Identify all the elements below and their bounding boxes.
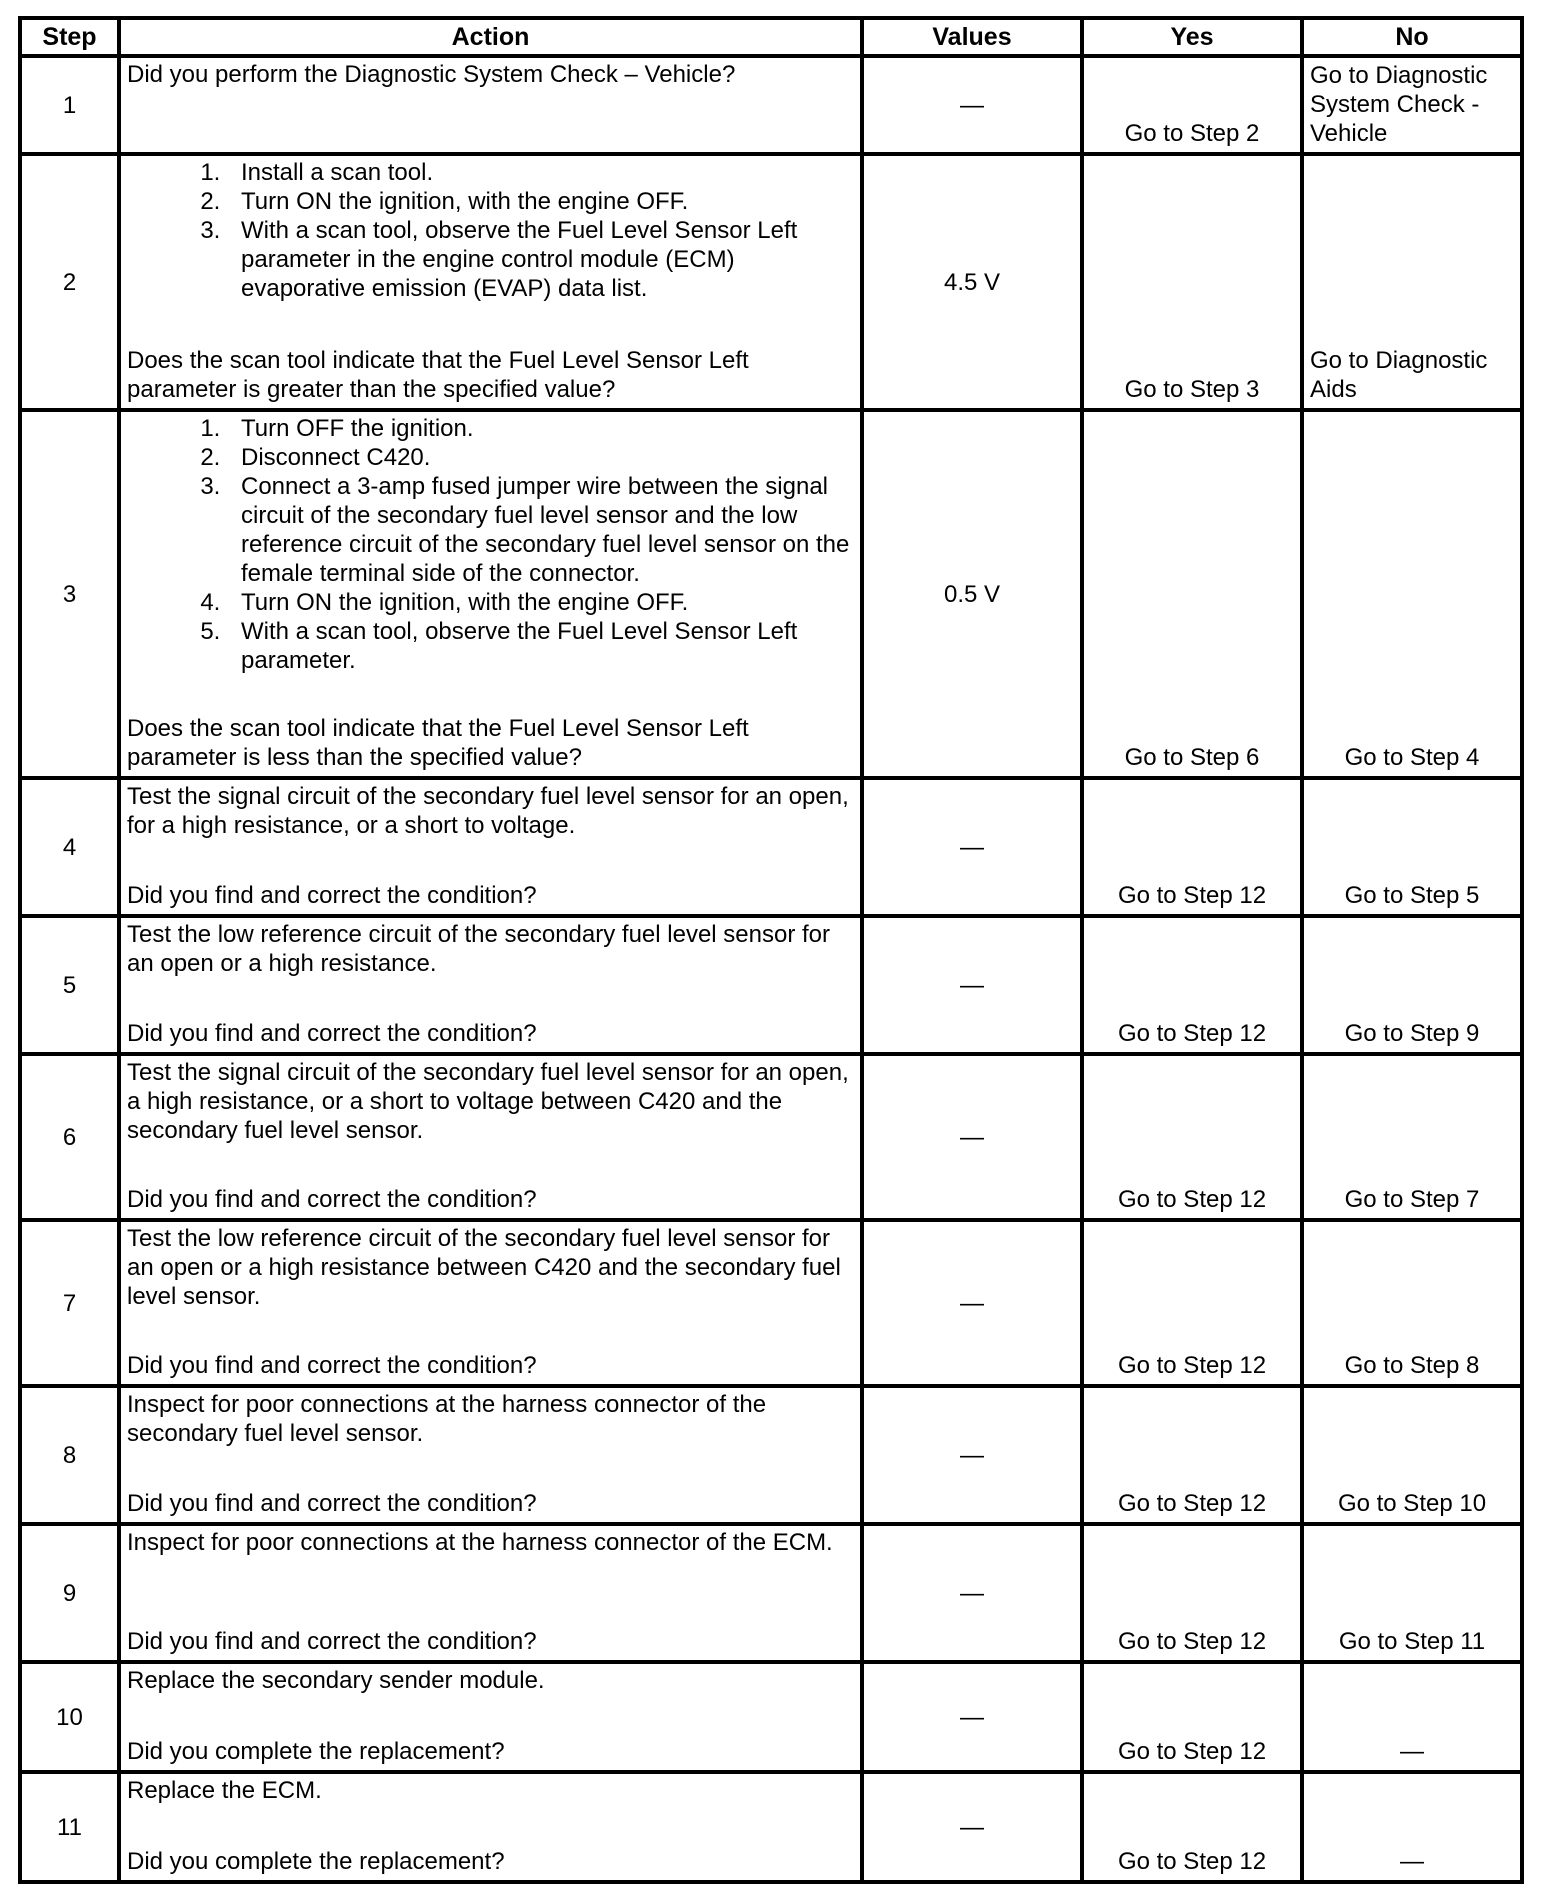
action-instruction: Inspect for poor connections at the harness connector of the ECM. [127, 1529, 833, 1556]
action-step-list [127, 158, 854, 303]
value-cell: — [862, 1662, 1082, 1772]
yes-cell: Go to Step 12 [1082, 1524, 1302, 1662]
table-row [20, 1054, 1522, 1220]
action-instruction: Test the low reference circuit of the secondary fuel level sensor for an open or a high resistance. [127, 921, 831, 977]
action-instruction: Replace the secondary sender module. [127, 1667, 545, 1694]
table-row [20, 1772, 1522, 1882]
action-cell [119, 1772, 862, 1882]
action-step-item: 1. Turn OFF the ignition. [227, 414, 854, 443]
no-cell: Go to Step 11 [1302, 1524, 1522, 1662]
header-values: Values [862, 18, 1082, 56]
diagnostic-table [18, 16, 1524, 1884]
table-row [20, 56, 1522, 154]
action-step-item: 2. Turn ON the ignition, with the engine OFF. [227, 187, 854, 216]
value-cell: — [862, 916, 1082, 1054]
action-cell [119, 916, 862, 1054]
action-instruction: Test the signal circuit of the secondary fuel level sensor for an open, a high resistance, or a short to voltage between C420 and the secondary fuel level sensor. [127, 1059, 849, 1144]
action-question: Did you find and correct the condition? [127, 1490, 537, 1517]
yes-cell: Go to Step 12 [1082, 1662, 1302, 1772]
table-row [20, 154, 1522, 410]
action-cell [119, 410, 862, 778]
value-cell: — [862, 778, 1082, 916]
no-cell: Go to Step 7 [1302, 1054, 1522, 1220]
action-cell [119, 778, 862, 916]
action-question: Does the scan tool indicate that the Fuel Level Sensor Left parameter is greater than the specified value? [127, 347, 749, 403]
yes-cell: Go to Step 3 [1082, 154, 1302, 410]
yes-cell: Go to Step 12 [1082, 1054, 1302, 1220]
step-number: 2 [20, 154, 119, 410]
action-cell [119, 1054, 862, 1220]
yes-cell: Go to Step 12 [1082, 916, 1302, 1054]
step-number: 8 [20, 1386, 119, 1524]
action-question: Did you find and correct the condition? [127, 1628, 537, 1655]
no-cell: Go to Step 10 [1302, 1386, 1522, 1524]
action-question: Did you find and correct the condition? [127, 882, 537, 909]
no-cell: Go to Step 9 [1302, 916, 1522, 1054]
header-row [20, 18, 1522, 56]
header-action: Action [119, 18, 862, 56]
value-cell: — [862, 1220, 1082, 1386]
action-instruction: Inspect for poor connections at the harness connector of the secondary fuel level sensor. [127, 1391, 767, 1447]
action-question: Did you perform the Diagnostic System Check – Vehicle? [127, 61, 736, 88]
action-step-item: 2. Disconnect C420. [227, 443, 854, 472]
no-cell: — [1302, 1662, 1522, 1772]
action-cell [119, 1220, 862, 1386]
table-row [20, 778, 1522, 916]
action-instruction: Test the signal circuit of the secondary fuel level sensor for an open, for a high resistance, or a short to voltage. [127, 783, 849, 839]
action-step-item: 3. With a scan tool, observe the Fuel Level Sensor Left parameter in the engine control module (ECM) evaporative emission (EVAP) data list. [227, 216, 854, 303]
step-number: 5 [20, 916, 119, 1054]
no-cell: Go to Step 8 [1302, 1220, 1522, 1386]
value-cell: 4.5 V [862, 154, 1082, 410]
no-cell: Go to Step 5 [1302, 778, 1522, 916]
action-question: Did you complete the replacement? [127, 1848, 505, 1875]
header-no: No [1302, 18, 1522, 56]
value-cell: — [862, 1772, 1082, 1882]
table-row [20, 1662, 1522, 1772]
action-cell [119, 56, 862, 154]
yes-cell: Go to Step 12 [1082, 1772, 1302, 1882]
step-number: 11 [20, 1772, 119, 1882]
yes-cell: Go to Step 2 [1082, 56, 1302, 154]
yes-cell: Go to Step 12 [1082, 778, 1302, 916]
step-number: 4 [20, 778, 119, 916]
action-cell [119, 1662, 862, 1772]
table-row [20, 1220, 1522, 1386]
action-question: Did you complete the replacement? [127, 1738, 505, 1765]
action-step-item: 5. With a scan tool, observe the Fuel Level Sensor Left parameter. [227, 617, 854, 675]
no-cell: Go to Diagnostic System Check - Vehicle [1302, 56, 1522, 154]
action-question: Did you find and correct the condition? [127, 1020, 537, 1047]
step-number: 10 [20, 1662, 119, 1772]
action-cell [119, 1386, 862, 1524]
yes-cell: Go to Step 12 [1082, 1220, 1302, 1386]
step-number: 9 [20, 1524, 119, 1662]
value-cell: 0.5 V [862, 410, 1082, 778]
action-step-item: 4. Turn ON the ignition, with the engine OFF. [227, 588, 854, 617]
header-step: Step [20, 18, 119, 56]
action-instruction: Test the low reference circuit of the secondary fuel level sensor for an open or a high resistance between C420 and the secondary fuel level sensor. [127, 1225, 841, 1310]
yes-cell: Go to Step 12 [1082, 1386, 1302, 1524]
action-cell [119, 154, 862, 410]
action-cell [119, 1524, 862, 1662]
table-row [20, 916, 1522, 1054]
table-row [20, 410, 1522, 778]
value-cell: — [862, 1386, 1082, 1524]
value-cell: — [862, 1524, 1082, 1662]
value-cell: — [862, 1054, 1082, 1220]
step-number: 3 [20, 410, 119, 778]
step-number: 7 [20, 1220, 119, 1386]
action-question: Did you find and correct the condition? [127, 1352, 537, 1379]
yes-cell: Go to Step 6 [1082, 410, 1302, 778]
step-number: 6 [20, 1054, 119, 1220]
action-step-item: 3. Connect a 3-amp fused jumper wire between the signal circuit of the secondary fuel level sensor and the low reference circuit of the secondary fuel level sensor on the female terminal side of the connector. [227, 472, 854, 588]
no-cell: — [1302, 1772, 1522, 1882]
action-step-list [127, 414, 854, 675]
action-step-item: 1. Install a scan tool. [227, 158, 854, 187]
no-cell: Go to Step 4 [1302, 410, 1522, 778]
step-number: 1 [20, 56, 119, 154]
table-row [20, 1386, 1522, 1524]
action-question: Did you find and correct the condition? [127, 1186, 537, 1213]
action-instruction: Replace the ECM. [127, 1777, 322, 1804]
table-row [20, 1524, 1522, 1662]
no-cell: Go to Diagnostic Aids [1302, 154, 1522, 410]
action-question: Does the scan tool indicate that the Fuel Level Sensor Left parameter is less than the specified value? [127, 715, 749, 771]
header-yes: Yes [1082, 18, 1302, 56]
value-cell: — [862, 56, 1082, 154]
